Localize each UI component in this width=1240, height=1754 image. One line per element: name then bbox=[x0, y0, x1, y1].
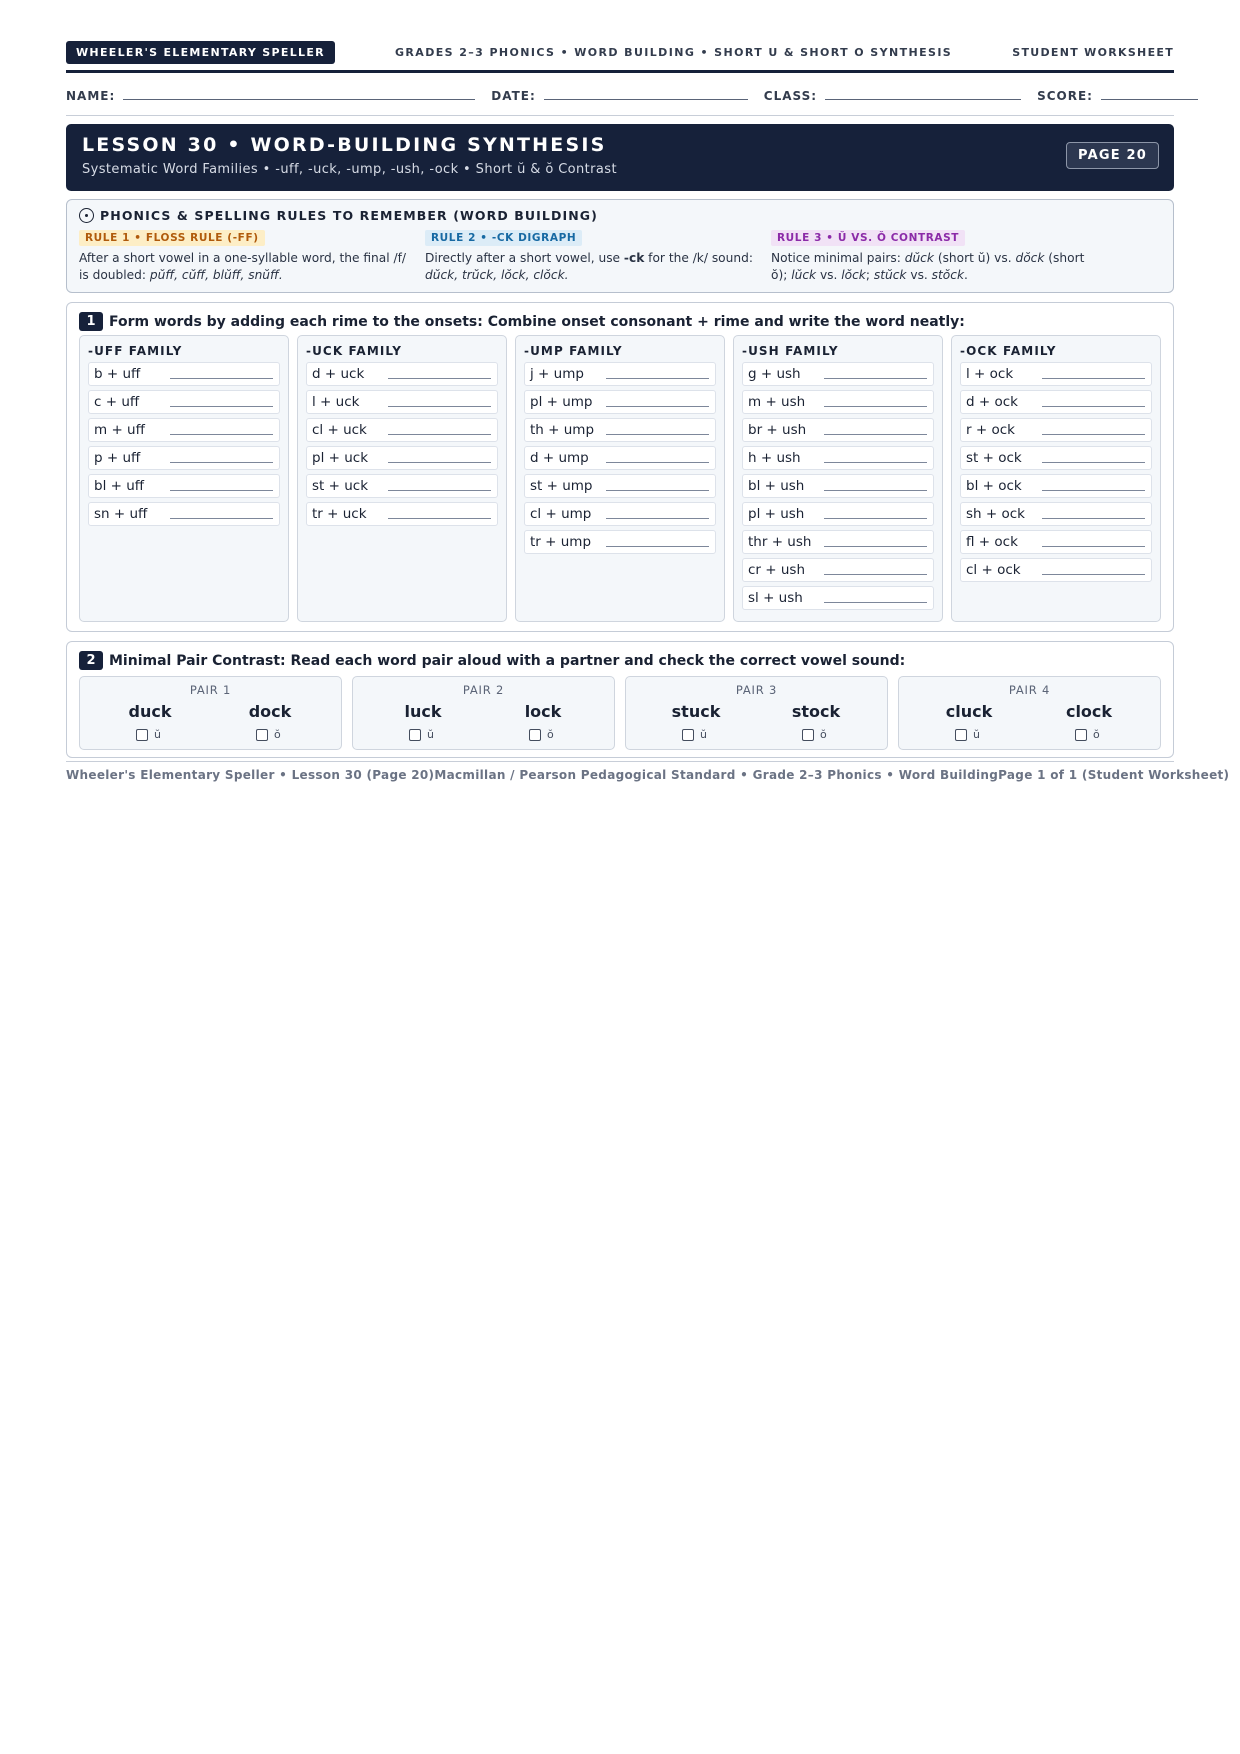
short-o-label: ŏ bbox=[820, 728, 827, 741]
name-field[interactable] bbox=[66, 89, 475, 103]
onset-rime-prompt: bl + uff bbox=[94, 478, 145, 494]
rule-3 bbox=[771, 226, 1117, 284]
onset-rime-prompt: d + ock bbox=[966, 394, 1018, 410]
rule-3-text-c: (short ŏ); bbox=[771, 251, 1085, 282]
page-number-badge: PAGE 20 bbox=[1066, 142, 1159, 169]
onset-rime-prompt: sn + uff bbox=[94, 506, 148, 522]
worksheet-page bbox=[66, 40, 1230, 782]
word-family-column bbox=[515, 335, 725, 622]
minimal-pair-card bbox=[352, 676, 615, 750]
pair-word-short-o: lock bbox=[524, 702, 562, 721]
answer-line[interactable] bbox=[824, 434, 927, 435]
word-build-row bbox=[88, 474, 280, 498]
onset-rime-prompt: st + uck bbox=[312, 478, 369, 494]
answer-line[interactable] bbox=[824, 602, 927, 603]
answer-line[interactable] bbox=[170, 518, 273, 519]
name-label: NAME: bbox=[66, 89, 116, 103]
section-word-building bbox=[66, 302, 1174, 632]
answer-line[interactable] bbox=[1042, 490, 1145, 491]
answer-line[interactable] bbox=[170, 490, 273, 491]
pair-word-short-u: cluck bbox=[945, 702, 993, 721]
word-family-title: -USH FAMILY bbox=[742, 344, 839, 358]
word-build-row bbox=[742, 502, 934, 526]
answer-line[interactable] bbox=[1042, 546, 1145, 547]
word-family-column bbox=[733, 335, 943, 622]
onset-rime-prompt: d + uck bbox=[312, 366, 365, 382]
onset-rime-prompt: bl + ock bbox=[966, 478, 1022, 494]
onset-rime-prompt: c + uff bbox=[94, 394, 140, 410]
section-2-number: 2 bbox=[79, 651, 103, 670]
onset-rime-prompt: b + uff bbox=[94, 366, 141, 382]
answer-line[interactable] bbox=[170, 434, 273, 435]
answer-line[interactable] bbox=[606, 406, 709, 407]
word-family-column bbox=[297, 335, 507, 622]
short-u-checkbox[interactable] bbox=[136, 728, 161, 741]
rules-box bbox=[66, 199, 1174, 293]
answer-line[interactable] bbox=[824, 574, 927, 575]
short-u-label: ŭ bbox=[973, 728, 980, 741]
word-build-row bbox=[960, 558, 1152, 582]
onset-rime-prompt: th + ump bbox=[530, 422, 595, 438]
answer-line[interactable] bbox=[606, 490, 709, 491]
word-build-row bbox=[524, 418, 716, 442]
word-build-row bbox=[306, 418, 498, 442]
rule-3-text-g: . bbox=[964, 268, 968, 282]
rule-1-text-a: After a short vowel in a one-syllable word, the final /f/ is doubled: bbox=[79, 251, 406, 282]
checkbox-icon[interactable] bbox=[409, 729, 421, 741]
onset-rime-prompt: tr + ump bbox=[530, 534, 592, 550]
onset-rime-prompt: cl + uck bbox=[312, 422, 367, 438]
onset-rime-prompt: pl + uck bbox=[312, 450, 369, 466]
lesson-subtitle: Systematic Word Families • -uff, -uck, -ump, -ush, -ock • Short ŭ & ŏ Contrast bbox=[82, 162, 617, 177]
word-family-title: -UFF FAMILY bbox=[88, 344, 183, 358]
date-field[interactable] bbox=[491, 89, 748, 103]
rule-3-text-f: vs. bbox=[906, 268, 932, 282]
checkbox-icon[interactable] bbox=[955, 729, 967, 741]
word-build-row bbox=[524, 446, 716, 470]
onset-rime-prompt: sh + ock bbox=[966, 506, 1025, 522]
answer-line[interactable] bbox=[170, 378, 273, 379]
lesson-banner bbox=[66, 124, 1174, 191]
checkbox-icon[interactable] bbox=[256, 729, 268, 741]
word-build-row bbox=[742, 586, 934, 610]
word-family-title: -UMP FAMILY bbox=[524, 344, 623, 358]
word-build-row bbox=[88, 390, 280, 414]
word-build-row bbox=[742, 418, 934, 442]
short-u-checkbox[interactable] bbox=[955, 728, 980, 741]
onset-rime-prompt: cl + ock bbox=[966, 562, 1021, 578]
rules-columns bbox=[79, 226, 1161, 284]
rule-3-ex1: dŭck bbox=[904, 251, 934, 265]
rule-3-ex4: lŏck bbox=[841, 268, 866, 282]
class-line[interactable] bbox=[825, 99, 1021, 100]
checkbox-icon[interactable] bbox=[136, 729, 148, 741]
lesson-title: LESSON 30 • WORD-BUILDING SYNTHESIS bbox=[82, 134, 607, 156]
footer-divider bbox=[66, 761, 1174, 762]
answer-line[interactable] bbox=[824, 490, 927, 491]
footer-left: Wheeler's Elementary Speller • Lesson 30 (Page 20) bbox=[66, 768, 435, 782]
rule-2 bbox=[425, 226, 771, 284]
onset-rime-prompt: m + ush bbox=[748, 394, 806, 410]
header-type: STUDENT WORKSHEET bbox=[1012, 45, 1174, 59]
checkbox-icon[interactable] bbox=[529, 729, 541, 741]
minimal-pair-card bbox=[625, 676, 888, 750]
short-u-checkbox[interactable] bbox=[682, 728, 707, 741]
pair-word-short-o: stock bbox=[791, 702, 841, 721]
word-build-row bbox=[742, 446, 934, 470]
onset-rime-prompt: br + ush bbox=[748, 422, 807, 438]
answer-line[interactable] bbox=[1042, 574, 1145, 575]
rules-heading bbox=[79, 208, 1161, 223]
fields-divider bbox=[66, 115, 1174, 116]
pair-word-short-u: duck bbox=[128, 702, 172, 721]
word-build-row bbox=[960, 502, 1152, 526]
pair-word-short-o: clock bbox=[1065, 702, 1113, 721]
onset-rime-prompt: st + ock bbox=[966, 450, 1022, 466]
word-build-row bbox=[742, 474, 934, 498]
onset-rime-prompt: d + ump bbox=[530, 450, 589, 466]
checkbox-icon[interactable] bbox=[1075, 729, 1087, 741]
word-build-row bbox=[960, 530, 1152, 554]
answer-line[interactable] bbox=[388, 378, 491, 379]
short-o-checkbox[interactable] bbox=[529, 728, 554, 741]
rule-1-examples: pŭff, cŭff, blŭff, snŭff. bbox=[149, 268, 283, 282]
onset-rime-prompt: l + uck bbox=[312, 394, 360, 410]
rule-1 bbox=[79, 226, 425, 284]
header-subject: GRADES 2–3 PHONICS • WORD BUILDING • SHORT U & SHORT O SYNTHESIS bbox=[395, 45, 953, 59]
rule-3-ex2: dŏck bbox=[1015, 251, 1045, 265]
word-family-column bbox=[79, 335, 289, 622]
rule-2-text-b: for the /k/ sound: bbox=[644, 251, 753, 265]
answer-line[interactable] bbox=[824, 378, 927, 379]
score-field[interactable] bbox=[1037, 89, 1198, 103]
rule-1-text bbox=[79, 250, 411, 284]
onset-rime-prompt: h + ush bbox=[748, 450, 801, 466]
score-label: SCORE: bbox=[1037, 89, 1093, 103]
onset-rime-prompt: m + uff bbox=[94, 422, 145, 438]
word-build-row bbox=[524, 502, 716, 526]
section-1-instruction: Form words by adding each rime to the onsets: Combine onset consonant + rime and write the word neatly: bbox=[109, 313, 965, 330]
rule-3-text bbox=[771, 250, 1103, 284]
rule-2-text bbox=[425, 250, 757, 284]
short-u-label: ŭ bbox=[700, 728, 707, 741]
word-build-row bbox=[306, 446, 498, 470]
answer-line[interactable] bbox=[824, 546, 927, 547]
short-u-label: ŭ bbox=[154, 728, 161, 741]
pair-label: PAIR 3 bbox=[735, 683, 778, 697]
answer-line[interactable] bbox=[824, 406, 927, 407]
minimal-pair-card bbox=[79, 676, 342, 750]
word-build-row bbox=[960, 418, 1152, 442]
pair-label: PAIR 4 bbox=[1008, 683, 1051, 697]
onset-rime-prompt: cl + ump bbox=[530, 506, 592, 522]
short-u-label: ŭ bbox=[427, 728, 434, 741]
word-build-row bbox=[742, 530, 934, 554]
onset-rime-prompt: g + ush bbox=[748, 366, 801, 382]
onset-rime-prompt: sl + ush bbox=[748, 590, 803, 606]
answer-line[interactable] bbox=[1042, 518, 1145, 519]
answer-line[interactable] bbox=[388, 406, 491, 407]
answer-line[interactable] bbox=[170, 406, 273, 407]
word-family-column bbox=[951, 335, 1161, 622]
word-build-row bbox=[88, 418, 280, 442]
word-build-row bbox=[524, 474, 716, 498]
onset-rime-prompt: pl + ush bbox=[748, 506, 805, 522]
minimal-pair-card bbox=[898, 676, 1161, 750]
answer-line[interactable] bbox=[606, 546, 709, 547]
name-line[interactable] bbox=[123, 99, 475, 100]
header-bar bbox=[66, 40, 1174, 64]
short-o-checkbox[interactable] bbox=[256, 728, 281, 741]
word-build-row bbox=[306, 502, 498, 526]
answer-line[interactable] bbox=[606, 462, 709, 463]
word-build-row bbox=[742, 362, 934, 386]
answer-line[interactable] bbox=[388, 462, 491, 463]
brand-badge: WHEELER'S ELEMENTARY SPELLER bbox=[66, 41, 335, 64]
class-label: CLASS: bbox=[763, 89, 818, 103]
rule-3-tag: RULE 3 • Ŭ VS. Ŏ CONTRAST bbox=[771, 230, 965, 246]
rule-2-tag: RULE 2 • -CK DIGRAPH bbox=[425, 230, 582, 246]
word-build-row bbox=[524, 390, 716, 414]
onset-rime-prompt: pl + ump bbox=[530, 394, 593, 410]
answer-line[interactable] bbox=[388, 518, 491, 519]
section-1-heading bbox=[79, 312, 1161, 331]
footer-right: Page 1 of 1 (Student Worksheet) bbox=[998, 768, 1230, 782]
word-build-row bbox=[88, 502, 280, 526]
word-family-columns bbox=[79, 335, 1161, 622]
word-build-row bbox=[960, 390, 1152, 414]
student-fields bbox=[66, 73, 1174, 103]
section-2-heading bbox=[79, 651, 1161, 670]
answer-line[interactable] bbox=[606, 434, 709, 435]
word-build-row bbox=[960, 474, 1152, 498]
short-o-label: ŏ bbox=[274, 728, 281, 741]
footer bbox=[66, 768, 1230, 782]
rule-3-ex6: stŏck bbox=[931, 268, 965, 282]
word-build-row bbox=[88, 362, 280, 386]
onset-rime-prompt: thr + ush bbox=[748, 534, 812, 550]
pair-word-short-u: luck bbox=[404, 702, 442, 721]
answer-line[interactable] bbox=[606, 518, 709, 519]
word-build-row bbox=[742, 390, 934, 414]
rule-3-text-a: Notice minimal pairs: bbox=[771, 251, 905, 265]
onset-rime-prompt: fl + ock bbox=[966, 534, 1018, 550]
rule-1-tag: RULE 1 • FLOSS RULE (-FF) bbox=[79, 230, 265, 246]
answer-line[interactable] bbox=[824, 462, 927, 463]
score-line[interactable] bbox=[1101, 99, 1198, 100]
answer-line[interactable] bbox=[1042, 378, 1145, 379]
answer-line[interactable] bbox=[1042, 406, 1145, 407]
date-label: DATE: bbox=[491, 89, 536, 103]
onset-rime-prompt: cr + ush bbox=[748, 562, 806, 578]
word-family-title: -UCK FAMILY bbox=[306, 344, 403, 358]
onset-rime-prompt: r + ock bbox=[966, 422, 1015, 438]
section-minimal-pairs bbox=[66, 641, 1174, 758]
footer-center: Macmillan / Pearson Pedagogical Standard • Grade 2–3 Phonics • Word Building bbox=[434, 768, 999, 782]
word-build-row bbox=[524, 530, 716, 554]
word-build-row bbox=[960, 362, 1152, 386]
pair-label: PAIR 2 bbox=[462, 683, 505, 697]
word-family-title: -OCK FAMILY bbox=[960, 344, 1057, 358]
rule-3-text-e: ; bbox=[865, 268, 874, 282]
short-o-label: ŏ bbox=[547, 728, 554, 741]
rule-3-text-b: (short ŭ) vs. bbox=[933, 251, 1016, 265]
pair-word-short-o: dock bbox=[248, 702, 292, 721]
answer-line[interactable] bbox=[388, 434, 491, 435]
short-o-checkbox[interactable] bbox=[802, 728, 827, 741]
section-1-number: 1 bbox=[79, 312, 103, 331]
date-line[interactable] bbox=[544, 99, 748, 100]
checkbox-icon[interactable] bbox=[802, 729, 814, 741]
short-o-label: ŏ bbox=[1093, 728, 1100, 741]
word-build-row bbox=[742, 558, 934, 582]
rule-3-ex5: stŭck bbox=[873, 268, 907, 282]
rules-heading-text: PHONICS & SPELLING RULES TO REMEMBER (WORD BUILDING) bbox=[100, 208, 598, 223]
short-u-checkbox[interactable] bbox=[409, 728, 434, 741]
word-build-row bbox=[306, 362, 498, 386]
word-build-row bbox=[524, 362, 716, 386]
minimal-pair-row bbox=[79, 676, 1161, 750]
rule-2-examples: dŭck, trŭck, lŏck, clŏck. bbox=[425, 268, 569, 282]
pair-label: PAIR 1 bbox=[189, 683, 232, 697]
class-field[interactable] bbox=[764, 89, 1021, 103]
onset-rime-prompt: l + ock bbox=[966, 366, 1014, 382]
onset-rime-prompt: p + uff bbox=[94, 450, 141, 466]
pair-word-short-u: stuck bbox=[671, 702, 721, 721]
word-build-row bbox=[960, 446, 1152, 470]
rule-2-bold: -ck bbox=[623, 251, 645, 265]
onset-rime-prompt: st + ump bbox=[530, 478, 593, 494]
rule-3-text-d: vs. bbox=[816, 268, 842, 282]
info-icon bbox=[79, 208, 94, 223]
answer-line[interactable] bbox=[170, 462, 273, 463]
checkbox-icon[interactable] bbox=[682, 729, 694, 741]
answer-line[interactable] bbox=[1042, 462, 1145, 463]
rule-3-ex3: lŭck bbox=[791, 268, 817, 282]
answer-line[interactable] bbox=[388, 490, 491, 491]
onset-rime-prompt: bl + ush bbox=[748, 478, 805, 494]
rule-2-text-a: Directly after a short vowel, use bbox=[425, 251, 624, 265]
word-build-row bbox=[306, 390, 498, 414]
onset-rime-prompt: j + ump bbox=[530, 366, 584, 382]
onset-rime-prompt: tr + uck bbox=[312, 506, 367, 522]
word-build-row bbox=[88, 446, 280, 470]
short-o-checkbox[interactable] bbox=[1075, 728, 1100, 741]
section-2-instruction: Minimal Pair Contrast: Read each word pair aloud with a partner and check the correct vowel sound: bbox=[109, 652, 906, 669]
word-build-row bbox=[306, 474, 498, 498]
answer-line[interactable] bbox=[606, 378, 709, 379]
answer-line[interactable] bbox=[824, 518, 927, 519]
answer-line[interactable] bbox=[1042, 434, 1145, 435]
